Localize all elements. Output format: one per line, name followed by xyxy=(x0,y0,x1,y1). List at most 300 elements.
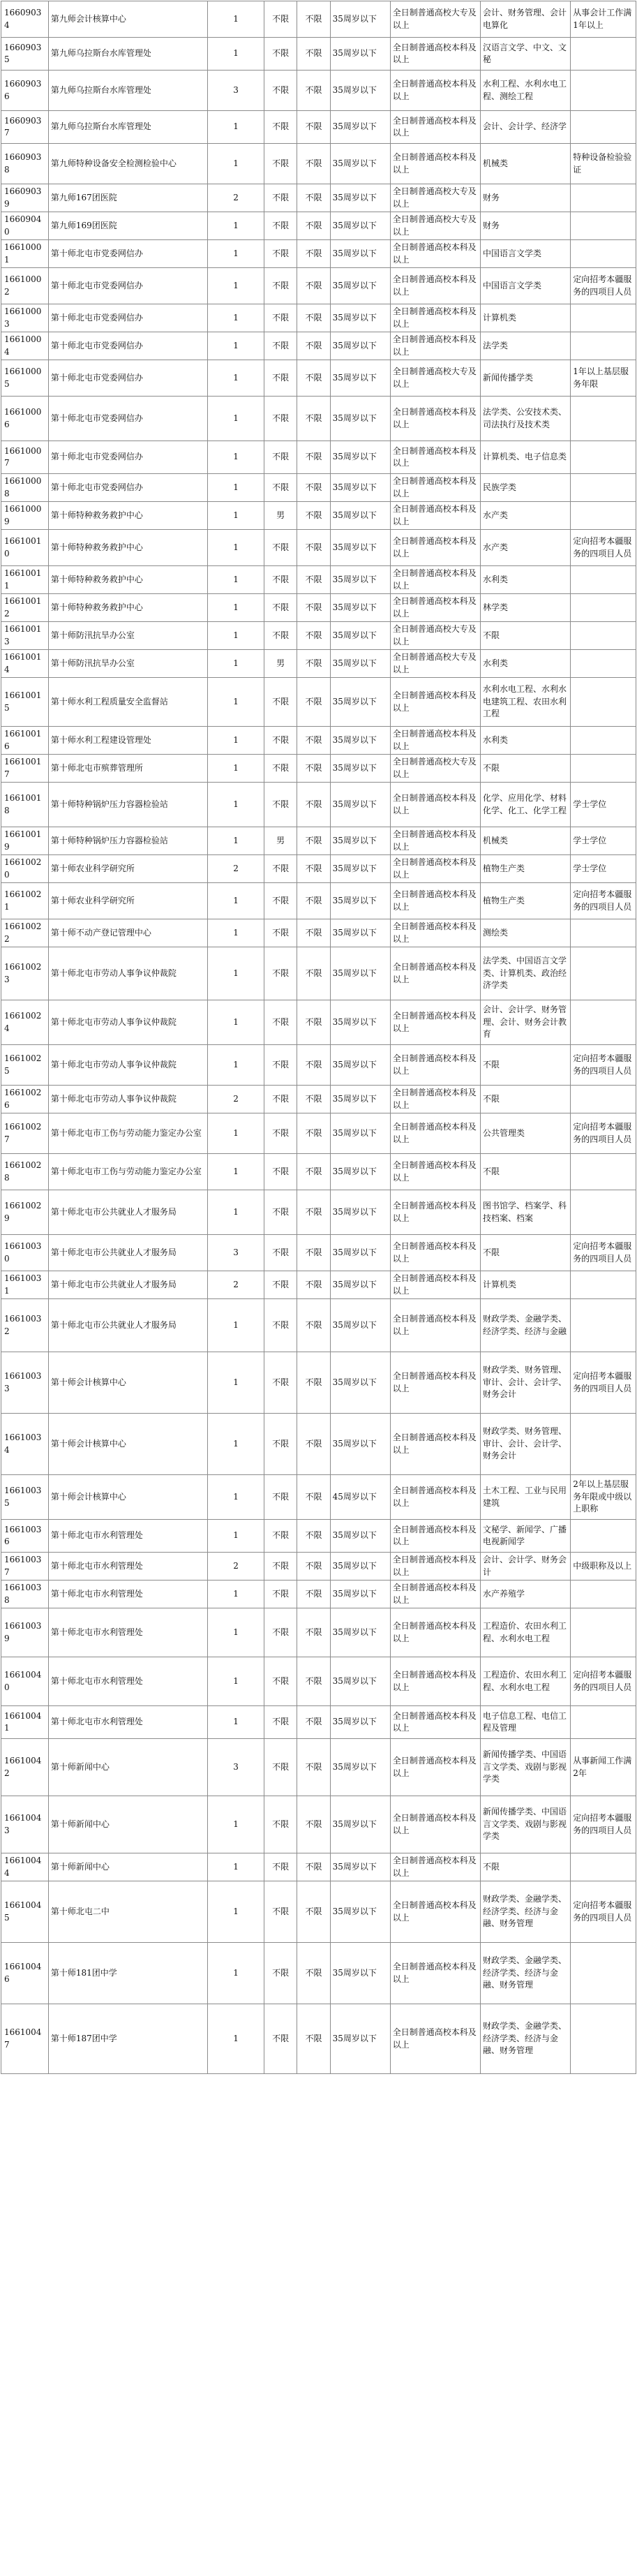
headcount-cell: 1 xyxy=(208,304,264,332)
employer-cell: 第十师187团中学 xyxy=(48,2004,207,2074)
ethnicity-cell: 不限 xyxy=(297,1796,330,1853)
major-cell: 财政学类、金融学类、经济学类、经济与金融、财务管理 xyxy=(481,1943,571,2004)
gender-cell: 不限 xyxy=(264,441,297,474)
education-cell: 全日制普通高校大专及以上 xyxy=(390,212,480,240)
education-cell: 全日制普通高校本科及以上 xyxy=(390,240,480,268)
ethnicity-cell: 不限 xyxy=(297,1853,330,1881)
position-code-cell: 16610039 xyxy=(1,1608,49,1657)
age-limit-cell: 35周岁以下 xyxy=(330,1657,390,1706)
gender-cell: 不限 xyxy=(264,1796,297,1853)
education-cell: 全日制普通高校本科及以上 xyxy=(390,1352,480,1414)
position-code-cell: 16610003 xyxy=(1,304,49,332)
ethnicity-cell: 不限 xyxy=(297,1414,330,1475)
education-cell: 全日制普通高校本科及以上 xyxy=(390,38,480,71)
education-cell: 全日制普通高校本科及以上 xyxy=(390,144,480,184)
remarks-cell xyxy=(571,1271,636,1299)
position-code-cell: 16610011 xyxy=(1,566,49,594)
table-row xyxy=(1,727,636,755)
employer-cell: 第九师乌拉斯台水库管理处 xyxy=(48,38,207,71)
position-code-cell: 16610022 xyxy=(1,919,49,947)
position-code-cell: 16609035 xyxy=(1,38,49,71)
gender-cell: 不限 xyxy=(264,1853,297,1881)
table-row xyxy=(1,947,636,1000)
table-row xyxy=(1,1,636,38)
major-cell: 民族学类 xyxy=(481,474,571,502)
headcount-cell: 1 xyxy=(208,727,264,755)
employer-cell: 第十师北屯市党委网信办 xyxy=(48,304,207,332)
education-cell: 全日制普通高校本科及以上 xyxy=(390,304,480,332)
major-cell: 化学、应用化学、材料化学、化工、化学工程 xyxy=(481,783,571,827)
table-row xyxy=(1,1608,636,1657)
table-row xyxy=(1,1943,636,2004)
headcount-cell: 1 xyxy=(208,1706,264,1739)
table-row xyxy=(1,2004,636,2074)
headcount-cell: 1 xyxy=(208,502,264,530)
table-row xyxy=(1,919,636,947)
age-limit-cell: 35周岁以下 xyxy=(330,1352,390,1414)
headcount-cell: 3 xyxy=(208,71,264,111)
gender-cell: 不限 xyxy=(264,1235,297,1271)
headcount-cell: 1 xyxy=(208,1796,264,1853)
remarks-cell xyxy=(571,622,636,650)
remarks-cell xyxy=(571,474,636,502)
position-code-cell: 16610047 xyxy=(1,2004,49,2074)
major-cell: 文秘学、新闻学、广播电视新闻学 xyxy=(481,1520,571,1553)
major-cell: 财政学类、金融学类、经济学类、经济与金融 xyxy=(481,1299,571,1352)
age-limit-cell: 35周岁以下 xyxy=(330,1045,390,1086)
table-row xyxy=(1,71,636,111)
gender-cell: 男 xyxy=(264,502,297,530)
education-cell: 全日制普通高校本科及以上 xyxy=(390,1045,480,1086)
table-row xyxy=(1,594,636,622)
employer-cell: 第十师新闻中心 xyxy=(48,1853,207,1881)
employer-cell: 第十师新闻中心 xyxy=(48,1796,207,1853)
position-code-cell: 16610033 xyxy=(1,1352,49,1414)
position-code-cell: 16610043 xyxy=(1,1796,49,1853)
table-row xyxy=(1,1045,636,1086)
table-row xyxy=(1,441,636,474)
table-row xyxy=(1,144,636,184)
education-cell: 全日制普通高校本科及以上 xyxy=(390,1475,480,1520)
gender-cell: 不限 xyxy=(264,1113,297,1154)
major-cell: 计算机类、电子信息类 xyxy=(481,441,571,474)
major-cell: 计算机类 xyxy=(481,304,571,332)
remarks-cell xyxy=(571,397,636,441)
ethnicity-cell: 不限 xyxy=(297,268,330,304)
position-code-cell: 16610004 xyxy=(1,332,49,360)
gender-cell: 不限 xyxy=(264,1190,297,1235)
remarks-cell xyxy=(571,678,636,727)
headcount-cell: 2 xyxy=(208,1553,264,1581)
remarks-cell: 定向招考本疆服务的四项目人员 xyxy=(571,1113,636,1154)
education-cell: 全日制普通高校本科及以上 xyxy=(390,1943,480,2004)
major-cell: 会计、会计学、经济学 xyxy=(481,111,571,144)
gender-cell: 不限 xyxy=(264,530,297,566)
age-limit-cell: 35周岁以下 xyxy=(330,111,390,144)
position-code-cell: 16610010 xyxy=(1,530,49,566)
employer-cell: 第九师乌拉斯台水库管理处 xyxy=(48,111,207,144)
employer-cell: 第十师北屯市水利管理处 xyxy=(48,1553,207,1581)
age-limit-cell: 35周岁以下 xyxy=(330,1881,390,1943)
headcount-cell: 1 xyxy=(208,827,264,855)
major-cell: 植物生产类 xyxy=(481,883,571,919)
education-cell: 全日制普通高校本科及以上 xyxy=(390,566,480,594)
education-cell: 全日制普通高校本科及以上 xyxy=(390,1581,480,1608)
education-cell: 全日制普通高校本科及以上 xyxy=(390,1086,480,1113)
employer-cell: 第十师北屯市党委网信办 xyxy=(48,397,207,441)
remarks-cell xyxy=(571,1520,636,1553)
age-limit-cell: 35周岁以下 xyxy=(330,1739,390,1796)
position-code-cell: 16610008 xyxy=(1,474,49,502)
age-limit-cell: 35周岁以下 xyxy=(330,1,390,38)
employer-cell: 第九师167团医院 xyxy=(48,184,207,212)
table-row xyxy=(1,1706,636,1739)
education-cell: 全日制普通高校本科及以上 xyxy=(390,594,480,622)
age-limit-cell: 35周岁以下 xyxy=(330,1000,390,1045)
employer-cell: 第十师北屯市公共就业人才服务局 xyxy=(48,1299,207,1352)
table-body xyxy=(1,1,636,2074)
remarks-cell xyxy=(571,111,636,144)
employer-cell: 第十师新闻中心 xyxy=(48,1739,207,1796)
ethnicity-cell: 不限 xyxy=(297,622,330,650)
gender-cell: 不限 xyxy=(264,332,297,360)
remarks-cell xyxy=(571,304,636,332)
employer-cell: 第十师水利工程建设管理处 xyxy=(48,727,207,755)
employer-cell: 第十师北屯市劳动人事争议仲裁院 xyxy=(48,1045,207,1086)
gender-cell: 不限 xyxy=(264,474,297,502)
remarks-cell xyxy=(571,1706,636,1739)
remarks-cell xyxy=(571,240,636,268)
ethnicity-cell: 不限 xyxy=(297,184,330,212)
ethnicity-cell: 不限 xyxy=(297,727,330,755)
age-limit-cell: 35周岁以下 xyxy=(330,855,390,883)
position-code-cell: 16610042 xyxy=(1,1739,49,1796)
education-cell: 全日制普通高校本科及以上 xyxy=(390,397,480,441)
position-code-cell: 16610013 xyxy=(1,622,49,650)
position-code-cell: 16610038 xyxy=(1,1581,49,1608)
ethnicity-cell: 不限 xyxy=(297,1271,330,1299)
education-cell: 全日制普通高校大专及以上 xyxy=(390,1,480,38)
table-row xyxy=(1,111,636,144)
age-limit-cell: 35周岁以下 xyxy=(330,2004,390,2074)
age-limit-cell: 35周岁以下 xyxy=(330,1190,390,1235)
age-limit-cell: 35周岁以下 xyxy=(330,502,390,530)
age-limit-cell: 35周岁以下 xyxy=(330,1414,390,1475)
employer-cell: 第十师北屯市水利管理处 xyxy=(48,1706,207,1739)
gender-cell: 不限 xyxy=(264,1608,297,1657)
ethnicity-cell: 不限 xyxy=(297,678,330,727)
age-limit-cell: 35周岁以下 xyxy=(330,212,390,240)
gender-cell: 不限 xyxy=(264,947,297,1000)
ethnicity-cell: 不限 xyxy=(297,883,330,919)
major-cell: 财政学类、财务管理、审计、会计、会计学、财务会计 xyxy=(481,1414,571,1475)
headcount-cell: 1 xyxy=(208,678,264,727)
headcount-cell: 2 xyxy=(208,184,264,212)
remarks-cell xyxy=(571,755,636,783)
remarks-cell: 1年以上基层服务年限 xyxy=(571,360,636,397)
gender-cell: 不限 xyxy=(264,1000,297,1045)
position-code-cell: 16610020 xyxy=(1,855,49,883)
gender-cell: 不限 xyxy=(264,883,297,919)
position-code-cell: 16610040 xyxy=(1,1657,49,1706)
major-cell: 法学类、公安技术类、司法执行及技术类 xyxy=(481,397,571,441)
major-cell: 法学类 xyxy=(481,332,571,360)
education-cell: 全日制普通高校本科及以上 xyxy=(390,919,480,947)
employer-cell: 第十师北屯市水利管理处 xyxy=(48,1581,207,1608)
age-limit-cell: 35周岁以下 xyxy=(330,397,390,441)
headcount-cell: 1 xyxy=(208,474,264,502)
table-row xyxy=(1,304,636,332)
employer-cell: 第十师北屯市公共就业人才服务局 xyxy=(48,1235,207,1271)
ethnicity-cell: 不限 xyxy=(297,919,330,947)
position-code-cell: 16610006 xyxy=(1,397,49,441)
gender-cell: 不限 xyxy=(264,1581,297,1608)
position-code-cell: 16610024 xyxy=(1,1000,49,1045)
education-cell: 全日制普通高校本科及以上 xyxy=(390,1414,480,1475)
remarks-cell xyxy=(571,650,636,678)
gender-cell: 不限 xyxy=(264,727,297,755)
major-cell: 水利工程、水利水电工程、测绘工程 xyxy=(481,71,571,111)
ethnicity-cell: 不限 xyxy=(297,397,330,441)
major-cell: 测绘类 xyxy=(481,919,571,947)
remarks-cell xyxy=(571,441,636,474)
age-limit-cell: 35周岁以下 xyxy=(330,919,390,947)
remarks-cell xyxy=(571,1581,636,1608)
ethnicity-cell: 不限 xyxy=(297,360,330,397)
gender-cell: 不限 xyxy=(264,678,297,727)
age-limit-cell: 35周岁以下 xyxy=(330,594,390,622)
recruitment-table xyxy=(1,1,636,2074)
gender-cell: 不限 xyxy=(264,397,297,441)
headcount-cell: 1 xyxy=(208,883,264,919)
ethnicity-cell: 不限 xyxy=(297,1299,330,1352)
gender-cell: 不限 xyxy=(264,1045,297,1086)
major-cell: 水利类 xyxy=(481,566,571,594)
education-cell: 全日制普通高校本科及以上 xyxy=(390,947,480,1000)
headcount-cell: 1 xyxy=(208,1414,264,1475)
table-row xyxy=(1,883,636,919)
age-limit-cell: 35周岁以下 xyxy=(330,268,390,304)
employer-cell: 第十师北屯市劳动人事争议仲裁院 xyxy=(48,1000,207,1045)
table-row xyxy=(1,268,636,304)
education-cell: 全日制普通高校本科及以上 xyxy=(390,1881,480,1943)
headcount-cell: 1 xyxy=(208,1190,264,1235)
education-cell: 全日制普通高校本科及以上 xyxy=(390,441,480,474)
position-code-cell: 16610012 xyxy=(1,594,49,622)
employer-cell: 第十师水利工程质量安全监督站 xyxy=(48,678,207,727)
employer-cell: 第十师防汛抗旱办公室 xyxy=(48,622,207,650)
remarks-cell xyxy=(571,947,636,1000)
headcount-cell: 1 xyxy=(208,360,264,397)
age-limit-cell: 35周岁以下 xyxy=(330,530,390,566)
gender-cell: 不限 xyxy=(264,1553,297,1581)
education-cell: 全日制普通高校本科及以上 xyxy=(390,827,480,855)
ethnicity-cell: 不限 xyxy=(297,1943,330,2004)
gender-cell: 不限 xyxy=(264,360,297,397)
major-cell: 水产类 xyxy=(481,502,571,530)
position-code-cell: 16610016 xyxy=(1,727,49,755)
age-limit-cell: 35周岁以下 xyxy=(330,1943,390,2004)
gender-cell: 不限 xyxy=(264,594,297,622)
ethnicity-cell: 不限 xyxy=(297,650,330,678)
ethnicity-cell: 不限 xyxy=(297,1086,330,1113)
headcount-cell: 1 xyxy=(208,594,264,622)
headcount-cell: 1 xyxy=(208,1352,264,1414)
major-cell: 植物生产类 xyxy=(481,855,571,883)
headcount-cell: 1 xyxy=(208,783,264,827)
headcount-cell: 1 xyxy=(208,947,264,1000)
headcount-cell: 1 xyxy=(208,240,264,268)
education-cell: 全日制普通高校本科及以上 xyxy=(390,1796,480,1853)
age-limit-cell: 35周岁以下 xyxy=(330,650,390,678)
education-cell: 全日制普通高校本科及以上 xyxy=(390,1000,480,1045)
gender-cell: 不限 xyxy=(264,1881,297,1943)
remarks-cell: 中级职称及以上 xyxy=(571,1553,636,1581)
remarks-cell xyxy=(571,2004,636,2074)
table-row xyxy=(1,530,636,566)
education-cell: 全日制普通高校本科及以上 xyxy=(390,1657,480,1706)
table-row xyxy=(1,1190,636,1235)
employer-cell: 第十师北屯市党委网信办 xyxy=(48,360,207,397)
remarks-cell: 定向招考本疆服务的四项目人员 xyxy=(571,1657,636,1706)
employer-cell: 第十师北屯市工伤与劳动能力鉴定办公室 xyxy=(48,1154,207,1190)
table-row xyxy=(1,1113,636,1154)
major-cell: 财务 xyxy=(481,212,571,240)
education-cell: 全日制普通高校本科及以上 xyxy=(390,1235,480,1271)
age-limit-cell: 35周岁以下 xyxy=(330,38,390,71)
position-code-cell: 16610031 xyxy=(1,1271,49,1299)
employer-cell: 第十师特种锅炉压力容器检验站 xyxy=(48,783,207,827)
remarks-cell: 学士学位 xyxy=(571,783,636,827)
ethnicity-cell: 不限 xyxy=(297,1475,330,1520)
major-cell: 不限 xyxy=(481,1045,571,1086)
table-row xyxy=(1,1000,636,1045)
headcount-cell: 3 xyxy=(208,1235,264,1271)
ethnicity-cell: 不限 xyxy=(297,1235,330,1271)
remarks-cell: 定向招考本疆服务的四项目人员 xyxy=(571,1881,636,1943)
major-cell: 会计、会计学、财务会计 xyxy=(481,1553,571,1581)
ethnicity-cell: 不限 xyxy=(297,1,330,38)
gender-cell: 不限 xyxy=(264,1271,297,1299)
remarks-cell xyxy=(571,594,636,622)
employer-cell: 第九师乌拉斯台水库管理处 xyxy=(48,71,207,111)
major-cell: 财政学类、财务管理、审计、会计、会计学、财务会计 xyxy=(481,1352,571,1414)
position-code-cell: 16610018 xyxy=(1,783,49,827)
remarks-cell xyxy=(571,1086,636,1113)
employer-cell: 第十师特种救务救护中心 xyxy=(48,530,207,566)
ethnicity-cell: 不限 xyxy=(297,2004,330,2074)
headcount-cell: 1 xyxy=(208,1608,264,1657)
major-cell: 中国语言文学类 xyxy=(481,240,571,268)
headcount-cell: 1 xyxy=(208,1299,264,1352)
ethnicity-cell: 不限 xyxy=(297,1045,330,1086)
major-cell: 中国语言文学类 xyxy=(481,268,571,304)
headcount-cell: 1 xyxy=(208,1657,264,1706)
table-row xyxy=(1,1475,636,1520)
age-limit-cell: 35周岁以下 xyxy=(330,304,390,332)
age-limit-cell: 35周岁以下 xyxy=(330,1299,390,1352)
employer-cell: 第九师会计核算中心 xyxy=(48,1,207,38)
ethnicity-cell: 不限 xyxy=(297,1881,330,1943)
gender-cell: 男 xyxy=(264,650,297,678)
major-cell: 机械类 xyxy=(481,827,571,855)
table-row xyxy=(1,1271,636,1299)
gender-cell: 不限 xyxy=(264,1414,297,1475)
headcount-cell: 1 xyxy=(208,212,264,240)
position-code-cell: 16610007 xyxy=(1,441,49,474)
position-code-cell: 16610041 xyxy=(1,1706,49,1739)
remarks-cell xyxy=(571,1190,636,1235)
headcount-cell: 1 xyxy=(208,1154,264,1190)
ethnicity-cell: 不限 xyxy=(297,1706,330,1739)
remarks-cell: 定向招考本疆服务的四项目人员 xyxy=(571,530,636,566)
headcount-cell: 1 xyxy=(208,397,264,441)
table-row xyxy=(1,212,636,240)
education-cell: 全日制普通高校本科及以上 xyxy=(390,783,480,827)
ethnicity-cell: 不限 xyxy=(297,783,330,827)
major-cell: 不限 xyxy=(481,755,571,783)
age-limit-cell: 35周岁以下 xyxy=(330,1113,390,1154)
employer-cell: 第十师北屯二中 xyxy=(48,1881,207,1943)
age-limit-cell: 35周岁以下 xyxy=(330,1235,390,1271)
major-cell: 会计、财务管理、会计电算化 xyxy=(481,1,571,38)
ethnicity-cell: 不限 xyxy=(297,332,330,360)
major-cell: 林学类 xyxy=(481,594,571,622)
remarks-cell: 2年以上基层服务年限或中级以上职称 xyxy=(571,1475,636,1520)
education-cell: 全日制普通高校本科及以上 xyxy=(390,1853,480,1881)
education-cell: 全日制普通高校大专及以上 xyxy=(390,650,480,678)
headcount-cell: 1 xyxy=(208,1000,264,1045)
education-cell: 全日制普通高校本科及以上 xyxy=(390,1190,480,1235)
major-cell: 新闻传播学类、中国语言文学类、戏剧与影视学类 xyxy=(481,1796,571,1853)
headcount-cell: 2 xyxy=(208,855,264,883)
position-code-cell: 16610029 xyxy=(1,1190,49,1235)
table-row xyxy=(1,474,636,502)
remarks-cell: 特种设备检验验证 xyxy=(571,144,636,184)
ethnicity-cell: 不限 xyxy=(297,1739,330,1796)
table-row xyxy=(1,184,636,212)
gender-cell: 男 xyxy=(264,827,297,855)
major-cell: 图书馆学、档案学、科技档案、档案 xyxy=(481,1190,571,1235)
ethnicity-cell: 不限 xyxy=(297,111,330,144)
major-cell: 会计、会计学、财务管理、会计、财务会计教育 xyxy=(481,1000,571,1045)
gender-cell: 不限 xyxy=(264,1943,297,2004)
position-code-cell: 16610045 xyxy=(1,1881,49,1943)
major-cell: 不限 xyxy=(481,1853,571,1881)
headcount-cell: 1 xyxy=(208,1113,264,1154)
position-code-cell: 16610015 xyxy=(1,678,49,727)
age-limit-cell: 35周岁以下 xyxy=(330,1608,390,1657)
gender-cell: 不限 xyxy=(264,566,297,594)
headcount-cell: 1 xyxy=(208,622,264,650)
gender-cell: 不限 xyxy=(264,1706,297,1739)
ethnicity-cell: 不限 xyxy=(297,1657,330,1706)
headcount-cell: 1 xyxy=(208,919,264,947)
education-cell: 全日制普通高校本科及以上 xyxy=(390,1608,480,1657)
position-code-cell: 16610037 xyxy=(1,1553,49,1581)
table-row xyxy=(1,566,636,594)
age-limit-cell: 35周岁以下 xyxy=(330,622,390,650)
age-limit-cell: 45周岁以下 xyxy=(330,1475,390,1520)
table-row xyxy=(1,1657,636,1706)
employer-cell: 第十师北屯市党委网信办 xyxy=(48,474,207,502)
ethnicity-cell: 不限 xyxy=(297,1553,330,1581)
table-row xyxy=(1,650,636,678)
age-limit-cell: 35周岁以下 xyxy=(330,240,390,268)
table-row xyxy=(1,1086,636,1113)
ethnicity-cell: 不限 xyxy=(297,441,330,474)
ethnicity-cell: 不限 xyxy=(297,38,330,71)
